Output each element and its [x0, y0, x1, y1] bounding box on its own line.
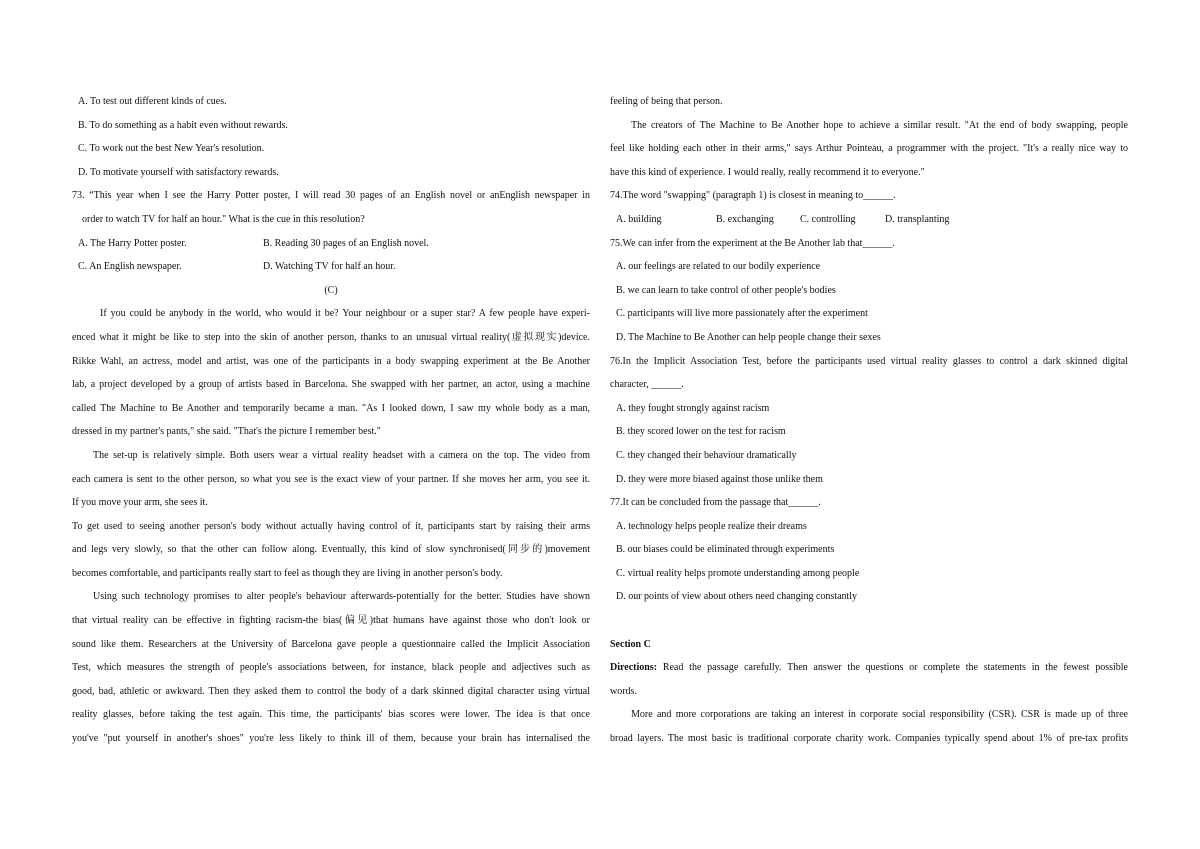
option-73-b: B. Reading 30 pages of an English novel. — [263, 237, 429, 249]
passage-para4-line5: good, bad, athletic or awkward. Then they asked them to control the body of a dark skinned digital character using virtual — [72, 685, 590, 697]
option-72-d: D. To motivate yourself with satisfactory rewards. — [78, 166, 279, 178]
option-74-a: A. building — [616, 213, 662, 225]
passage-para4-line6: reality glasses, before taking the test again. This time, the participants' bias scores were lower. The idea is that once — [72, 709, 590, 721]
option-73-c: C. An English newspaper. — [78, 261, 182, 273]
passage-para6-line1: More and more corporations are taking an interest in corporate social responsibility (CSR). CSR is made up of three — [631, 709, 1128, 721]
section-label-c: (C) — [324, 284, 338, 296]
option-72-a: A. To test out different kinds of cues. — [78, 96, 227, 107]
question-73-options-row1 — [72, 236, 590, 260]
spacer — [610, 613, 1128, 637]
question-73-stem-line1: 73. “This year when I see the Harry Potter poster, I will read 30 pages of an English novel or anEnglish newspaper in — [72, 190, 590, 202]
passage-para1-line6: dressed in my partner's pants," she said. "That's the picture I remember best." — [72, 426, 381, 438]
passage-para5-line3: have this kind of experience. I would really, really recommend it to everyone." — [610, 166, 925, 178]
passage-para4-line4: Test, which measures the strength of people's associations between, for instance, black people and adjectives such as — [72, 662, 590, 674]
option-76-c: C. they changed their behaviour dramatically — [616, 449, 797, 461]
option-75-c: C. participants will live more passionately after the experiment — [616, 308, 868, 320]
question-76-stem-line1: 76.In the Implicit Association Test, before the participants used virtual reality glasses to control a dark skinned digital — [610, 355, 1128, 367]
passage-para4-line1: Using such technology promises to alter people's behaviour afterwards-potentially for the better. Studies have shown — [93, 591, 590, 603]
option-73-d: D. Watching TV for half an hour. — [263, 261, 396, 273]
passage-para3-line2: and legs very slowly, so that the other can follow along. Eventually, this kind of slow synchronised(同步的)movement — [72, 544, 590, 556]
option-75-d: D. The Machine to Be Another can help people change their sexes — [616, 331, 881, 343]
passage-para4-continuation: feeling of being that person. — [610, 96, 723, 107]
option-74-d: D. transplanting — [885, 213, 950, 225]
passage-para6-line2: broad layers. The most basic is traditional corporate charity work. Companies typically spend about 1% of pre-tax profits — [610, 733, 1128, 745]
passage-para1-line4: lab, a project developed by a group of artists based in Barcelona. She swapped with her partner, an actor, using a machine — [72, 379, 590, 391]
passage-para2-line1: The set-up is relatively simple. Both users wear a virtual reality headset with a camera on the top. The video from — [93, 449, 590, 461]
section-c-heading: Section C — [610, 638, 651, 650]
passage-para3-line1: To get used to seeing another person's body without actually having control of it, participants start by raising their arms — [72, 520, 590, 532]
passage-para4-line3: sound like them. Researchers at the University of Barcelona gave people a questionnaire called the Implicit Association — [72, 638, 590, 650]
directions-label: Directions: — [610, 662, 658, 674]
question-74-stem: 74.The word "swapping" (paragraph 1) is closest in meaning to______. — [610, 190, 896, 202]
right-column — [610, 94, 1128, 755]
option-76-a: A. they fought strongly against racism — [616, 402, 770, 414]
option-77-d: D. our points of view about others need changing constantly — [616, 591, 858, 603]
passage-para5-line2: feel like holding each other in their arms," says Arthur Pointeau, a programmer with the project. "It's a really nice way to — [610, 143, 1128, 155]
passage-para1-line1: If you could be anybody in the world, who would it be? Your neighbour or a super star? A few people have experi- — [100, 308, 590, 320]
directions-line1 — [610, 660, 1128, 684]
option-76-d: D. they were more biased against those unlike them — [616, 473, 823, 485]
passage-para1-line3: Rikke Wahl, an actress, model and artist, was one of the participants in a body swapping experiment at the Be Another — [72, 355, 590, 367]
passage-para1-line2: enced what it might be like to step into the skin of another person, thanks to an unusual virtual reality(虚拟现实)device. — [72, 331, 590, 343]
passage-para5-line1: The creators of The Machine to Be Another hope to achieve a similar result. "At the end of body swapping, people — [631, 119, 1128, 131]
directions-text: Read the passage carefully. Then answer the questions or complete the statements in the fewest possible — [657, 662, 1128, 674]
option-75-b: B. we can learn to take control of other people's bodies — [616, 284, 836, 296]
left-column — [72, 94, 590, 755]
option-73-a: A. The Harry Potter poster. — [78, 237, 187, 249]
option-72-c: C. To work out the best New Year's resolution. — [78, 143, 265, 155]
option-77-b: B. our biases could be eliminated through experiments — [616, 544, 835, 556]
option-77-a: A. technology helps people realize their dreams — [616, 520, 807, 532]
option-72-b: B. To do something as a habit even without rewards. — [78, 119, 288, 131]
passage-para2-line3: If you move your arm, she sees it. — [72, 497, 208, 509]
question-73-options-row2 — [72, 259, 590, 283]
passage-para4-line2: that virtual reality can be effective in fighting racism-the bias(偏见)that humans have against those who don't look or — [72, 615, 590, 627]
question-77-stem: 77.It can be concluded from the passage that______. — [610, 497, 821, 509]
question-75-stem: 75.We can infer from the experiment at the Be Another lab that______. — [610, 237, 895, 249]
question-74-options — [610, 212, 1128, 236]
question-76-stem-line2: character, ______. — [610, 379, 684, 391]
option-74-c: C. controlling — [800, 213, 856, 225]
passage-para2-line2: each camera is sent to the other person, so what you see is the exact view of your partner. If she moves her arm, you see it. — [72, 473, 590, 485]
option-77-c: C. virtual reality helps promote understanding among people — [616, 567, 860, 579]
passage-para1-line5: called The Machine to Be Another and temporarily became a man. "As I looked down, I saw my whole body as a man, — [72, 402, 590, 414]
option-76-b: B. they scored lower on the test for racism — [616, 426, 786, 438]
directions-line2: words. — [610, 685, 637, 697]
passage-para3-line3: becomes comfortable, and participants really start to feel as though they are living in another person's body. — [72, 567, 503, 579]
question-73-stem-line2: order to watch TV for half an hour." What is the cue in this resolution? — [82, 213, 365, 225]
option-75-a: A. our feelings are related to our bodily experience — [616, 261, 821, 273]
option-74-b: B. exchanging — [716, 213, 774, 225]
passage-para4-line7: you've "put yourself in another's shoes" you're less likely to think ill of them, because your brain has internalised the — [72, 733, 590, 745]
